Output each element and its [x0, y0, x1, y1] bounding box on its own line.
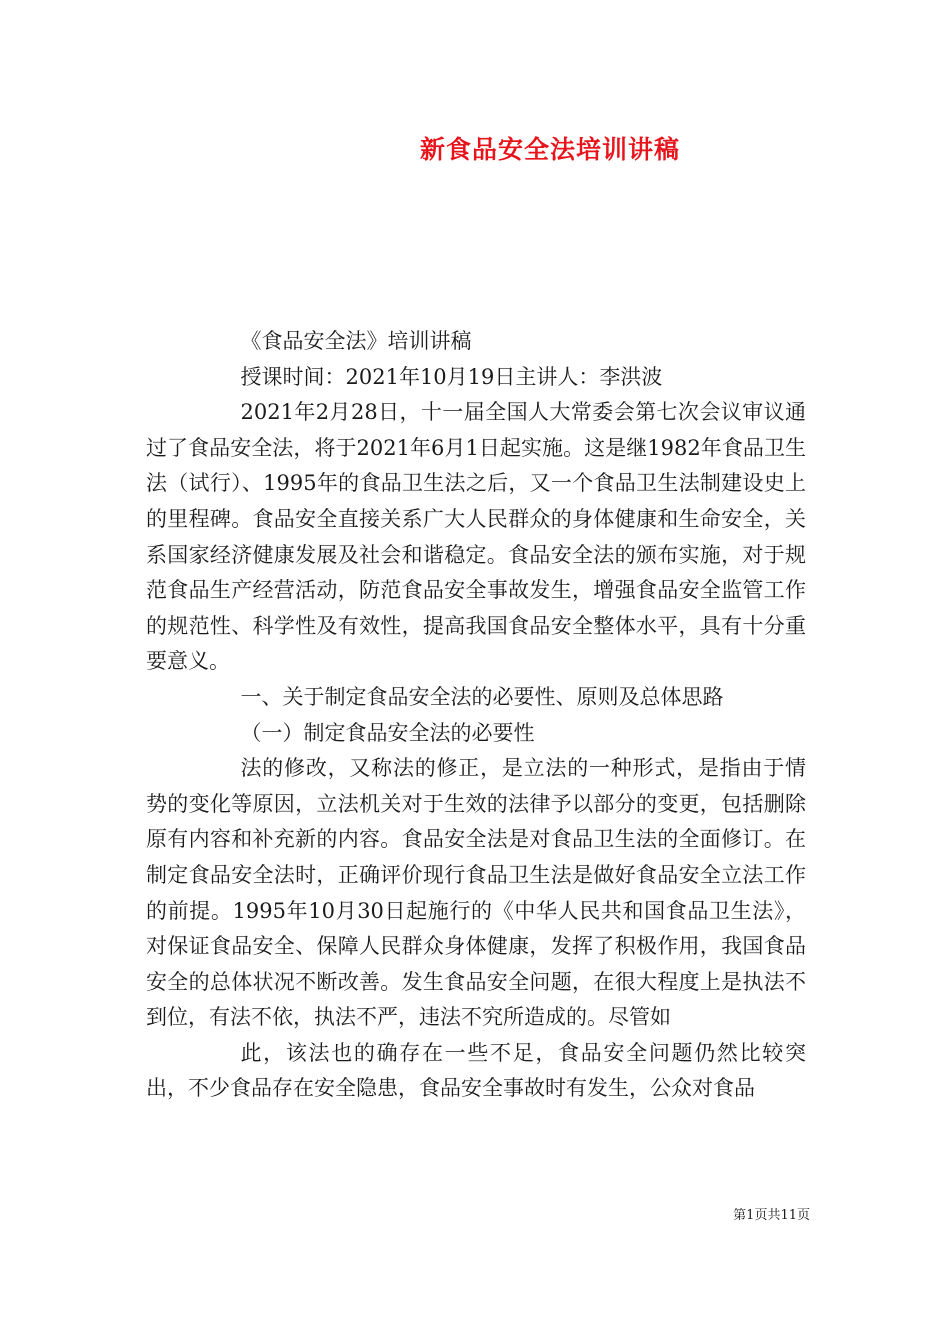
- page-number: 第1页共11页: [733, 1208, 810, 1223]
- document-body: [146, 324, 806, 1107]
- paragraph-continued: 此，该法也的确存在一些不足，食品安全问题仍然比较突出，不少食品存在安全隐患，食品安全事故时有发生，公众对食品: [146, 1040, 806, 1101]
- subsection-heading: （一）制定食品安全法的必要性: [240, 720, 535, 745]
- lecture-subtitle: 《食品安全法》培训讲稿: [240, 329, 472, 353]
- lecture-info: 授课时间：2021年10月19日主讲人：李洪波: [240, 364, 663, 389]
- document-title: 新食品安全法培训讲稿: [419, 135, 680, 164]
- paragraph-necessity: 法的修改，又称法的修正，是立法的一种形式，是指由于情势的变化等原因，立法机关对于生效的法律予以部分的变更，包括删除原有内容和补充新的内容。食品安全法是对食品卫生法的全面修订。在制定食品安全法时，正确评价现行食品卫生法是做好食品安全立法工作的前提。1995年10月30日起施行的《中华人民共和国食品卫生法》，对保证食品安全、保障人民群众身体健康，发挥了积极作用，我国食品安全的总体状况不断改善。发生食品安全问题，在很大程度上是执法不到位，有法不依，执法不严，违法不究所造成的。尽管如: [146, 756, 806, 1030]
- section-heading: 一、关于制定食品安全法的必要性、原则及总体思路: [240, 684, 724, 709]
- paragraph-intro: 2021年2月28日，十一届全国人大常委会第七次会议审议通过了食品安全法，将于2021年6月1日起实施。这是继1982年食品卫生法（试行）、1995年的食品卫生法之后，又一个食品卫生法制建设史上的里程碑。食品安全直接关系广大人民群众的身体健康和生命安全，关系国家经济健康发展及社会和谐稳定。食品安全法的颁布实施，对于规范食品生产经营活动，防范食品安全事故发生，增强食品安全监管工作的规范性、科学性及有效性，提高我国食品安全整体水平，具有十分重要意义。: [146, 400, 806, 674]
